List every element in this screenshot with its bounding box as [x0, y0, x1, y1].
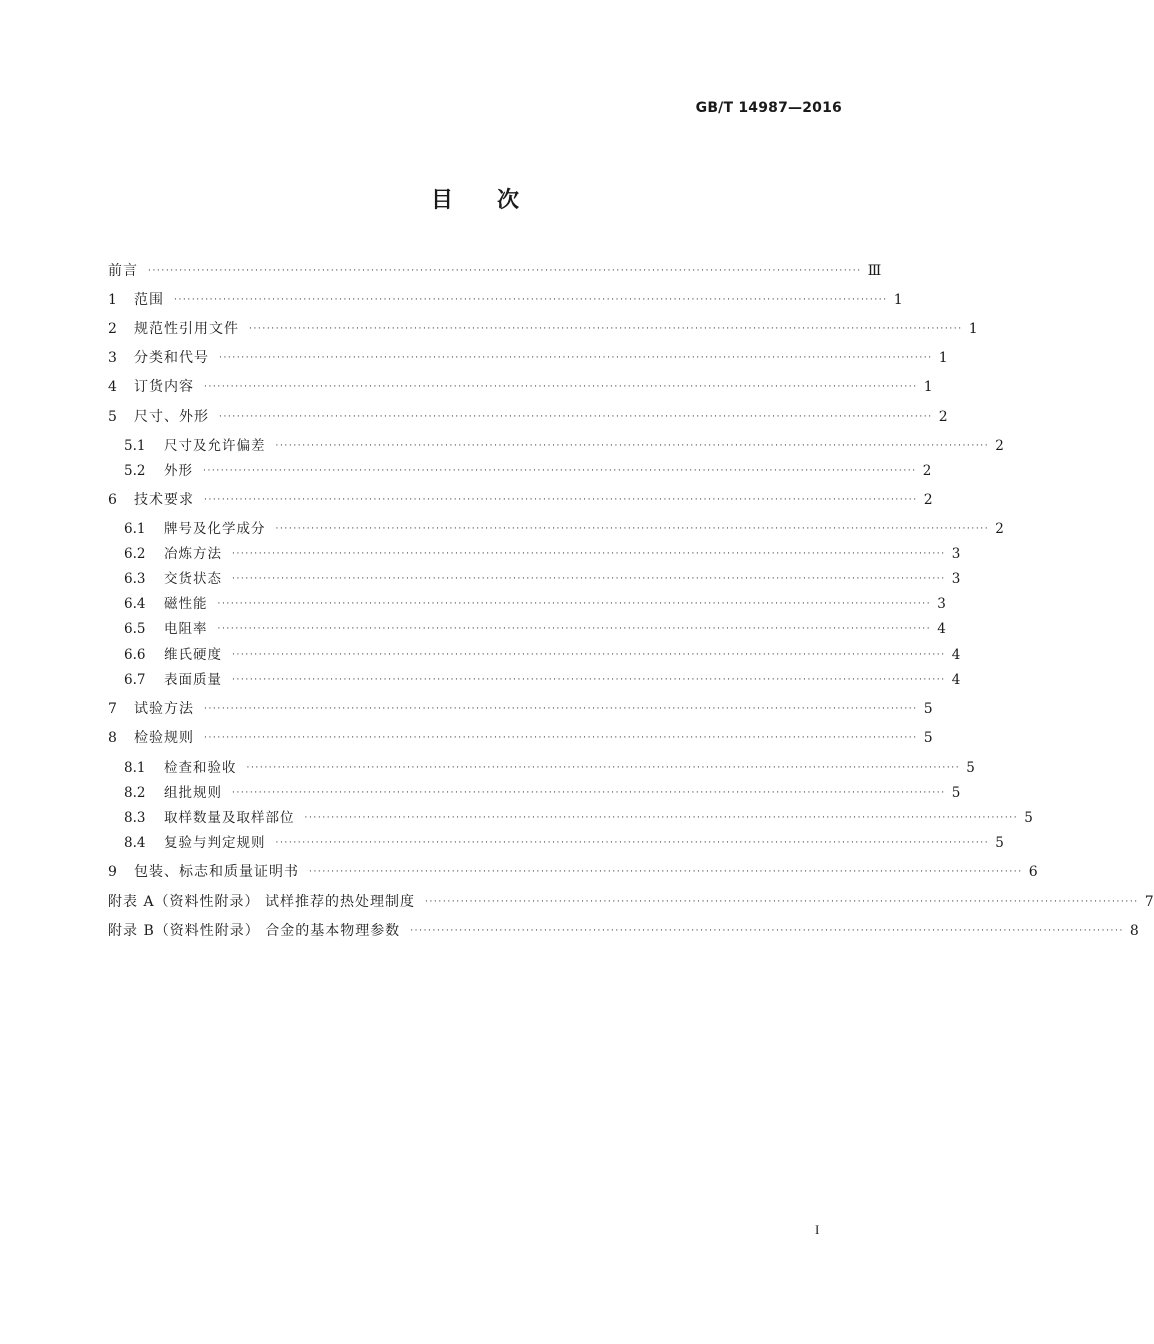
toc-entry-number: 5	[108, 409, 117, 425]
toc-entry-page: 4	[951, 647, 961, 663]
dot-leader: ································································································································································	[148, 266, 862, 276]
toc-entry-label: 冶炼方法	[164, 546, 222, 562]
toc-entry-page: 5	[966, 760, 975, 776]
dot-leader: ································································································································································	[275, 838, 990, 848]
dot-leader: ································································································································································	[219, 353, 933, 363]
toc-entry-page: 3	[951, 546, 961, 562]
toc-entry-page: 6	[1028, 864, 1038, 880]
toc-entry	[108, 757, 975, 779]
toc-entry-page: 2	[995, 438, 1004, 454]
toc-entry-number: 6.7	[124, 672, 146, 688]
toc-entry-label: 检查和验收	[164, 760, 237, 776]
toc-entry-page: 2	[923, 492, 933, 508]
toc-entry	[108, 489, 933, 511]
toc-entry	[108, 289, 903, 311]
toc-entry-number: 8.4	[124, 835, 146, 851]
toc-entry-label: 维氏硬度	[164, 647, 222, 663]
toc-entry-number: 1	[108, 292, 117, 308]
toc-entry-label: 表面质量	[164, 672, 222, 688]
toc-entry-label: 规范性引用文件	[134, 321, 239, 337]
toc-entry	[108, 891, 1154, 913]
dot-leader: ································································································································································	[304, 813, 1019, 823]
dot-leader: ································································································································································	[425, 897, 1139, 907]
toc-entry-number: 4	[108, 379, 117, 395]
toc-entry-page: 3	[937, 596, 946, 612]
dot-leader: ································································································································································	[204, 704, 918, 714]
toc-entry-number: 8.3	[124, 810, 146, 826]
toc-entry-label: 前言	[108, 263, 138, 279]
toc-entry	[108, 727, 933, 749]
toc-entry	[108, 347, 948, 369]
dot-leader: ································································································································································	[204, 495, 918, 505]
toc-entry	[108, 568, 961, 590]
toc-entry-number: 8.1	[124, 760, 146, 776]
toc-entry-number: 2	[108, 321, 117, 337]
dot-leader: ································································································································································	[203, 466, 917, 476]
toc-entry-label: 复验与判定规则	[164, 835, 266, 851]
toc-entry	[108, 260, 882, 282]
toc-entry-page: 5	[1024, 810, 1033, 826]
toc-entry-number: 6.4	[124, 596, 146, 612]
page-number: I	[815, 1222, 820, 1237]
standard-code: GB/T 14987—2016	[695, 100, 842, 116]
toc-entry-page: 1	[968, 321, 978, 337]
dot-leader: ································································································································································	[204, 733, 918, 743]
dot-leader: ································································································································································	[204, 382, 918, 392]
toc-entry-number: 6.5	[124, 621, 146, 637]
toc-entry-page: 3	[951, 571, 961, 587]
toc-entry-page: 8	[1129, 923, 1139, 939]
toc-entry	[108, 618, 946, 640]
toc-entry-number: 8	[108, 730, 117, 746]
toc-entry-number: 9	[108, 864, 117, 880]
toc-entry-label: 尺寸及允许偏差	[164, 438, 266, 454]
toc-entry-number: 6	[108, 492, 117, 508]
toc-entry	[108, 518, 1004, 540]
toc-entry	[108, 920, 1139, 942]
dot-leader: ································································································································································	[309, 867, 1023, 877]
toc-entry-label: 范围	[134, 292, 164, 308]
toc-entry-page: Ⅲ	[867, 263, 882, 279]
toc-entry-label: 包装、标志和质量证明书	[134, 864, 299, 880]
toc-entry-number: 7	[108, 701, 117, 717]
toc-entry	[108, 832, 1004, 854]
toc-entry	[108, 807, 1033, 829]
dot-leader: ································································································································································	[217, 599, 932, 609]
toc-title-part1: 目	[430, 188, 453, 213]
toc-title	[0, 183, 950, 214]
dot-leader: ································································································································································	[232, 650, 946, 660]
toc-entry-number: 3	[108, 350, 117, 366]
dot-leader: ································································································································································	[232, 549, 946, 559]
toc-entry-page: 1	[923, 379, 933, 395]
toc-entry	[108, 698, 933, 720]
toc-entry	[108, 593, 946, 615]
toc-entry-label: 取样数量及取样部位	[164, 810, 295, 826]
toc-entry-page: 5	[951, 785, 961, 801]
toc-entry-page: 5	[995, 835, 1004, 851]
toc-entry-label: 电阻率	[164, 621, 208, 637]
toc-entry-page: 2	[995, 521, 1004, 537]
toc-entry	[108, 435, 1004, 457]
toc-entry	[108, 318, 978, 340]
toc-entry-number: 6.1	[124, 521, 146, 537]
toc-entry-page: 5	[923, 701, 933, 717]
toc-entry	[108, 644, 961, 666]
toc-entry-number: 5.2	[124, 463, 146, 479]
dot-leader: ································································································································································	[232, 788, 946, 798]
toc-entry-label: 分类和代号	[134, 350, 209, 366]
toc-entry-number: 6.2	[124, 546, 146, 562]
dot-leader: ································································································································································	[249, 324, 963, 334]
toc-entry-label: 订货内容	[134, 379, 194, 395]
toc-title-part2: 次	[497, 188, 520, 213]
toc-entry-page: 4	[937, 621, 946, 637]
dot-leader: ································································································································································	[232, 675, 946, 685]
toc-entry	[108, 782, 961, 804]
toc-entry-page: 7	[1144, 894, 1154, 910]
toc-entry	[108, 543, 961, 565]
toc-entry-page: 4	[951, 672, 961, 688]
toc-entry-number: 8.2	[124, 785, 146, 801]
toc-entry	[108, 376, 933, 398]
toc-entry	[108, 861, 1038, 883]
toc-entry-label: 试验方法	[134, 701, 194, 717]
toc-entry-page: 1	[893, 292, 903, 308]
toc-entry	[108, 460, 932, 482]
dot-leader: ································································································································································	[232, 574, 946, 584]
toc-entry-number: 5.1	[124, 438, 146, 454]
toc-entry-label: 检验规则	[134, 730, 194, 746]
toc-entry-page: 5	[923, 730, 933, 746]
toc-entry-page: 1	[938, 350, 948, 366]
toc-entry-label: 附录 B（资料性附录） 合金的基本物理参数	[108, 923, 401, 939]
toc-entry-label: 交货状态	[164, 571, 222, 587]
dot-leader: ································································································································································	[174, 295, 888, 305]
toc-entry-label: 技术要求	[134, 492, 194, 508]
toc-entry-number: 6.3	[124, 571, 146, 587]
toc-entry-label: 外形	[164, 463, 193, 479]
toc-entry-label: 牌号及化学成分	[164, 521, 266, 537]
toc-entry	[108, 669, 961, 691]
dot-leader: ································································································································································	[410, 926, 1124, 936]
dot-leader: ································································································································································	[219, 412, 933, 422]
toc-entry-label: 组批规则	[164, 785, 222, 801]
dot-leader: ································································································································································	[246, 763, 961, 773]
dot-leader: ································································································································································	[275, 441, 990, 451]
toc-entry-label: 附表 A（资料性附录） 试样推荐的热处理制度	[108, 894, 416, 910]
toc-entry-label: 磁性能	[164, 596, 208, 612]
dot-leader: ································································································································································	[275, 524, 990, 534]
toc-entry-label: 尺寸、外形	[134, 409, 209, 425]
dot-leader: ································································································································································	[217, 624, 932, 634]
toc-entry-page: 2	[938, 409, 948, 425]
toc-entry-page: 2	[922, 463, 932, 479]
toc-entry-number: 6.6	[124, 647, 146, 663]
toc-entry	[108, 406, 948, 428]
